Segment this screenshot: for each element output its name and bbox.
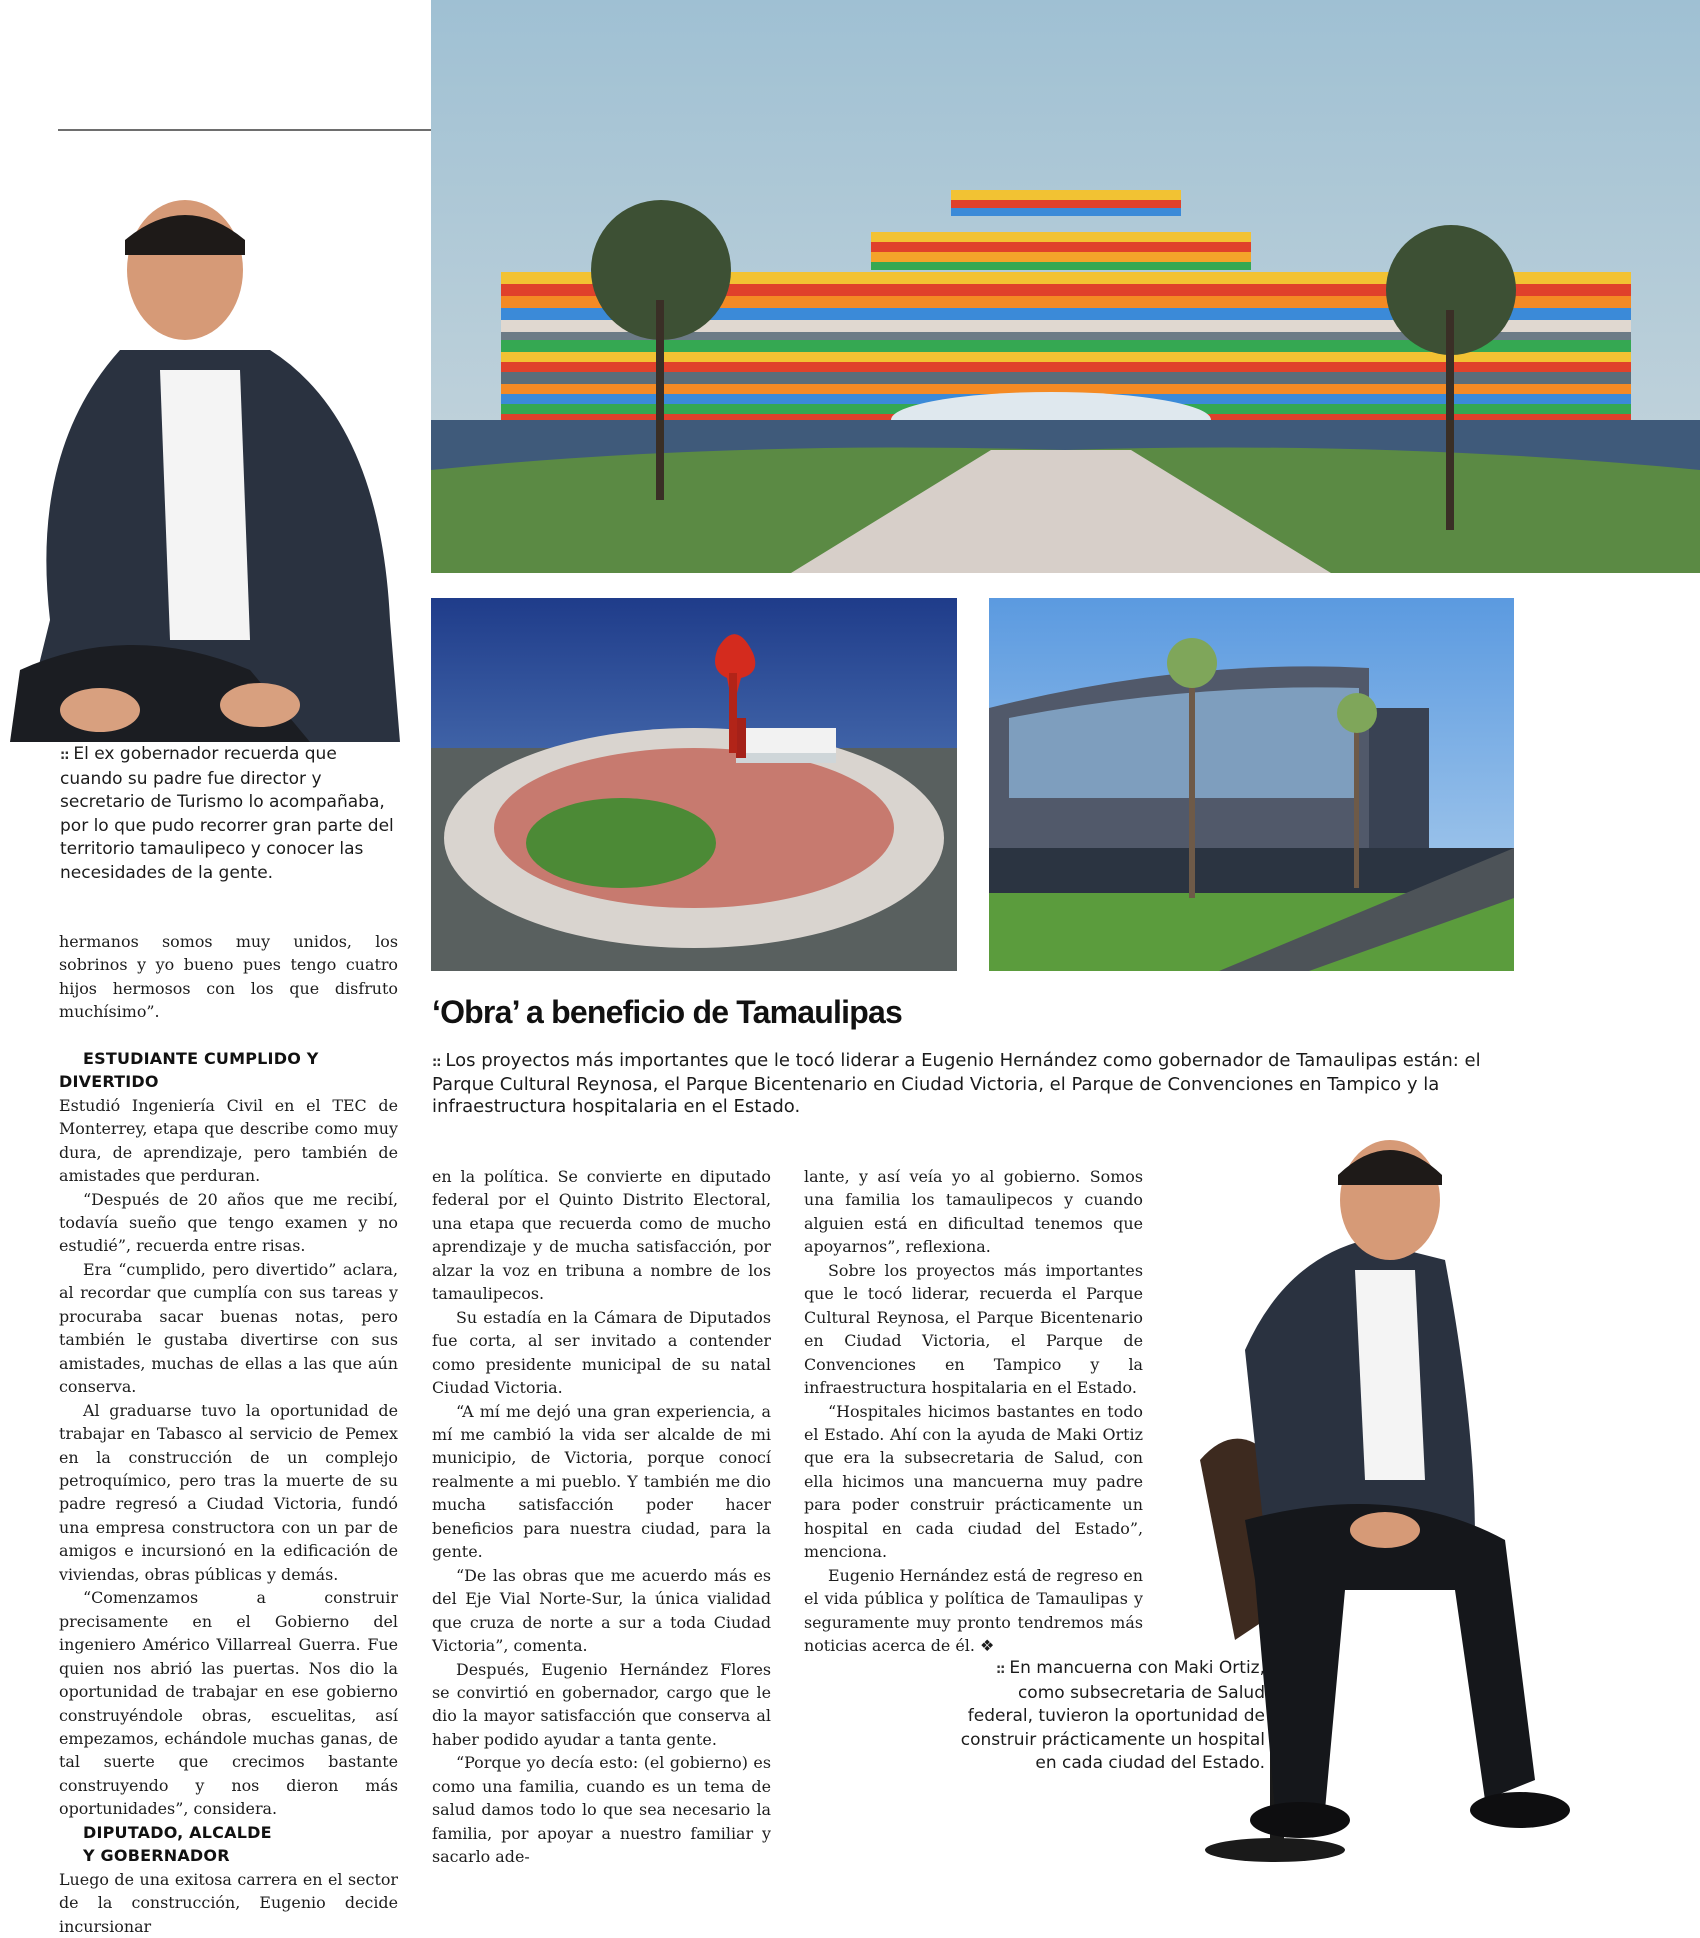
end-mark-icon: ❖ xyxy=(979,1636,995,1656)
col1-paragraph: Era “cumplido, pero divertido” aclara, al recordar que cumplía con sus tareas y procuraba sacar buenas notas, pero también le gustaba divertirse con sus amistades, muchas de ellas a las que aún conserva. xyxy=(59,1259,398,1397)
col2-paragraph: Después, Eugenio Hernández Flores se convirtió en gobernador, cargo que le dio la mayor satisfacción que conserva al haber podido ayudar a tanta gente. xyxy=(432,1659,771,1749)
caption-marker: :: xyxy=(60,748,69,763)
convention-center-photo xyxy=(989,598,1514,971)
col3-paragraph: lante, y así veía yo al gobierno. Somos una familia los tamaulipecos y cuando alguien está en dificultad tenemos que apoyarnos”, reflexiona. xyxy=(804,1167,1143,1257)
portrait-caption xyxy=(60,743,395,885)
article-column-2 xyxy=(432,1165,771,1869)
seated-portrait-caption-text: En mancuerna con Maki Ortiz, como subsecretaria de Salud federal, tuvieron la oportunidad de construir prácticamente un hospital en cada ciudad del Estado. xyxy=(960,1658,1265,1773)
col2-paragraph: “Porque yo decía esto: (el gobierno) es como una familia, cuando es un tema de salud damos todo lo que sea necesario la familia, por apoyar a nuestro familiar y sacarlo ade- xyxy=(432,1753,771,1867)
col3-paragraph: Sobre los proyectos más importantes que le tocó liderar, recuerda el Parque Cultural Reynosa, el Parque Bicentenario en Ciudad Victoria, el Parque de Convenciones en Tampico y la infraestructura hospitalaria en el Estado. xyxy=(804,1260,1143,1398)
article-column-3 xyxy=(804,1165,1143,1658)
col3-paragraph: “Hospitales hicimos bastantes en todo el Estado. Ahí con la ayuda de Maki Ortiz que era la subsecretaria de Salud, con ella hicimos una mancuerna muy padre para poder construir prácticamente un hospital en cada ciudad del Estado”, menciona. xyxy=(804,1401,1143,1562)
col2-paragraph: “A mí me dejó una gran experiencia, a mí me cambió la vida ser alcalde de mi municipio, de Victoria, porque conocí realmente a mi pueblo. Y también me dio mucha satisfacción poder hacer beneficios para nuestra ciudad, para la gente. xyxy=(432,1401,771,1562)
deck-marker: :: xyxy=(432,1055,441,1070)
deck-text: Los proyectos más importantes que le tocó liderar a Eugenio Hernández como gobernador de Tamaulipas están: el Parque Cultural Reynosa, el Parque Bicentenario en Ciudad Victoria, el Parque de Convenciones en Tampico y la infraestructura hospitalaria en el Estado. xyxy=(432,1050,1481,1117)
col3-paragraph xyxy=(804,1564,1143,1658)
col1-paragraph: Luego de una exitosa carrera en el sector de la construcción, Eugenio decide incursionar xyxy=(59,1869,398,1936)
portrait-photo xyxy=(10,200,400,742)
portrait-caption-text: El ex gobernador recuerda que cuando su padre fue director y secretario de Turismo lo acompañaba, por lo que pudo recorrer gran parte del territorio tamaulipeco y conocer las necesidades de la gente. xyxy=(60,744,394,883)
subhead-student: ESTUDIANTE CUMPLIDO Y DIVERTIDO xyxy=(59,1048,319,1092)
col2-paragraph: “De las obras que me acuerdo más es del Eje Vial Norte-Sur, la única vialidad que cruza de norte a sur a toda Ciudad Victoria”, comenta. xyxy=(432,1565,771,1656)
subhead-deputy-line1: DIPUTADO, ALCALDE xyxy=(83,1822,272,1842)
col1-paragraph: “Comenzamos a construir precisamente en el Gobierno del ingeniero Américo Villarreal Guerra. Fue quien nos abrió las puertas. Nos dio la oportunidad de trabajar en ese gobierno construyéndole obras, escuelitas, así empezamos, echándole muchas ganas, de tal suerte que crecimos bastante construyendo y nos dieron más oportunidades”, considera. xyxy=(59,1588,398,1819)
reynosa-park-photo xyxy=(431,0,1700,573)
col1-lead: hermanos somos muy unidos, los sobrinos y yo bueno pues tengo cuatro hijos hermosos con los que disfruto muchísimo”. xyxy=(59,932,398,1022)
col2-paragraph: Su estadía en la Cámara de Diputados fue corta, al ser invitado a contender como presidente municipal de su natal Ciudad Victoria. xyxy=(432,1307,771,1398)
victoria-park-photo xyxy=(431,598,957,971)
col1-paragraph: “Después de 20 años que me recibí, todavía sueño que tengo examen y no estudié”, recuerda entre risas. xyxy=(59,1189,398,1256)
col1-paragraph: Estudió Ingeniería Civil en el TEC de Monterrey, etapa que describe como muy dura, de aprendizaje, pero también de amistades que perduran. xyxy=(59,1095,398,1186)
col3-final-text: Eugenio Hernández está de regreso en el vida pública y política de Tamaulipas y seguramente muy pronto tendremos más noticias acerca de él. xyxy=(804,1565,1143,1656)
col2-paragraph: en la política. Se convierte en diputado federal por el Quinto Distrito Electoral, una etapa que recuerda como de mucho aprendizaje y de mucha satisfacción, por alzar la voz en tribuna a nombre de los tamaulipecos. xyxy=(432,1167,771,1304)
article-deck xyxy=(432,1050,1516,1118)
article-column-1 xyxy=(59,930,398,1938)
article-headline: ‘Obra’ a beneficio de Tamaulipas xyxy=(432,994,902,1030)
subhead-deputy-line2: Y GOBERNADOR xyxy=(83,1846,230,1866)
col1-paragraph: Al graduarse tuvo la oportunidad de trabajar en Tabasco al servicio de Pemex en la construcción de un complejo petroquímico, pero tras la muerte de su padre regresó a Ciudad Victoria, fundó una empresa constructora con un par de amigos e incursionó en la edificación de viviendas, obras públicas y demás. xyxy=(59,1400,398,1584)
seated-portrait-caption xyxy=(960,1657,1265,1776)
caption-marker: :: xyxy=(995,1662,1005,1677)
